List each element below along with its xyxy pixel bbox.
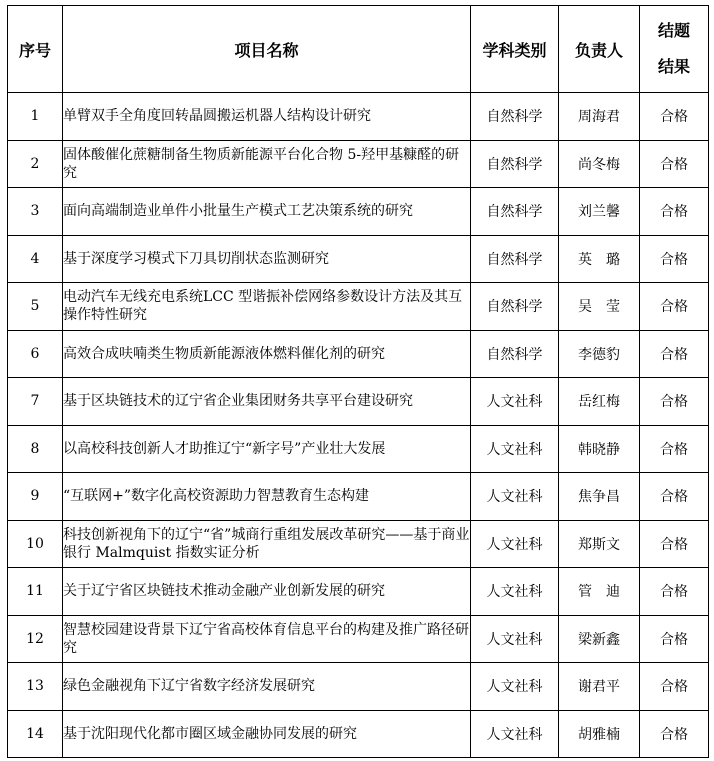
cell-leader: 胡雅楠 [559,710,640,758]
cell-project-name: 智慧校园建设背景下辽宁省高校体育信息平台的构建及推广路径研究 [63,615,471,663]
cell-category: 人文社科 [471,378,559,426]
cell-leader: 吴 莹 [559,283,640,331]
cell-project-name: 固体酸催化蔗糖制备生物质新能源平台化合物 5-羟甲基糠醛的研究 [63,140,471,188]
table-body [8,93,709,758]
cell-index: 14 [8,710,63,758]
cell-leader: 岳红梅 [559,378,640,426]
cell-result: 合格 [640,568,709,616]
cell-leader: 谢君平 [559,663,640,711]
cell-result: 合格 [640,425,709,473]
cell-project-name: 基于深度学习模式下刀具切削状态监测研究 [63,235,471,283]
cell-category: 人文社科 [471,663,559,711]
cell-result: 合格 [640,140,709,188]
cell-result: 合格 [640,93,709,141]
cell-leader: 焦争昌 [559,473,640,521]
cell-project-name: 绿色金融视角下辽宁省数字经济发展研究 [63,663,471,711]
cell-category: 人文社科 [471,425,559,473]
cell-result: 合格 [640,283,709,331]
cell-leader: 梁新鑫 [559,615,640,663]
cell-leader: 英 璐 [559,235,640,283]
cell-result: 合格 [640,615,709,663]
cell-leader: 尚冬梅 [559,140,640,188]
cell-index: 2 [8,140,63,188]
cell-category: 自然科学 [471,330,559,378]
table-row [8,568,709,616]
project-results-table [7,5,709,758]
cell-result: 合格 [640,473,709,521]
cell-result: 合格 [640,710,709,758]
cell-project-name: 基于区块链技术的辽宁省企业集团财务共享平台建设研究 [63,378,471,426]
cell-result: 合格 [640,235,709,283]
cell-result: 合格 [640,378,709,426]
table-header [8,6,709,93]
cell-index: 6 [8,330,63,378]
header-result [640,6,709,93]
cell-project-name: 关于辽宁省区块链技术推动金融产业创新发展的研究 [63,568,471,616]
cell-category: 自然科学 [471,188,559,236]
table-row [8,235,709,283]
cell-project-name: 科技创新视角下的辽宁“省”城商行重组发展改革研究——基于商业银行 Malmquist 指数实证分析 [63,520,471,568]
cell-leader: 周海君 [559,93,640,141]
cell-leader: 李德豹 [559,330,640,378]
cell-index: 4 [8,235,63,283]
cell-index: 5 [8,283,63,331]
table-row [8,378,709,426]
cell-category: 自然科学 [471,283,559,331]
cell-category: 人文社科 [471,568,559,616]
cell-index: 7 [8,378,63,426]
table-row [8,425,709,473]
header-category: 学科类别 [471,6,559,93]
table-row [8,710,709,758]
cell-index: 10 [8,520,63,568]
header-row [8,6,709,93]
cell-project-name: 以高校科技创新人才助推辽宁“新字号”产业壮大发展 [63,425,471,473]
cell-project-name: 面向高端制造业单件小批量生产模式工艺决策系统的研究 [63,188,471,236]
cell-category: 自然科学 [471,235,559,283]
cell-project-name: 单臂双手全角度回转晶圆搬运机器人结构设计研究 [63,93,471,141]
cell-index: 11 [8,568,63,616]
cell-index: 12 [8,615,63,663]
cell-leader: 郑斯文 [559,520,640,568]
cell-category: 人文社科 [471,615,559,663]
table-row [8,473,709,521]
header-leader: 负责人 [559,6,640,93]
cell-index: 3 [8,188,63,236]
table-row [8,615,709,663]
cell-result: 合格 [640,520,709,568]
cell-category: 人文社科 [471,473,559,521]
cell-leader: 管 迪 [559,568,640,616]
cell-result: 合格 [640,188,709,236]
cell-category: 自然科学 [471,93,559,141]
cell-result: 合格 [640,330,709,378]
table-row [8,188,709,236]
cell-index: 13 [8,663,63,711]
table-row [8,330,709,378]
cell-result: 合格 [640,663,709,711]
cell-category: 人文社科 [471,710,559,758]
cell-project-name: 电动汽车无线充电系统LCC 型谐振补偿网络参数设计方法及其互操作特性研究 [63,283,471,331]
cell-category: 人文社科 [471,520,559,568]
cell-project-name: “互联网+”数字化高校资源助力智慧教育生态构建 [63,473,471,521]
cell-project-name: 高效合成呋喃类生物质新能源液体燃料催化剂的研究 [63,330,471,378]
cell-category: 自然科学 [471,140,559,188]
header-result-line2: 结果 [657,57,690,76]
table-row [8,93,709,141]
cell-index: 9 [8,473,63,521]
header-index: 序号 [8,6,63,93]
header-result-line1: 结题 [657,21,690,40]
cell-index: 1 [8,93,63,141]
cell-project-name: 基于沈阳现代化都市圈区域金融协同发展的研究 [63,710,471,758]
table-row [8,520,709,568]
cell-leader: 韩晓静 [559,425,640,473]
cell-leader: 刘兰馨 [559,188,640,236]
table-row [8,663,709,711]
header-project-name: 项目名称 [63,6,471,93]
cell-index: 8 [8,425,63,473]
table-row [8,140,709,188]
table-row [8,283,709,331]
